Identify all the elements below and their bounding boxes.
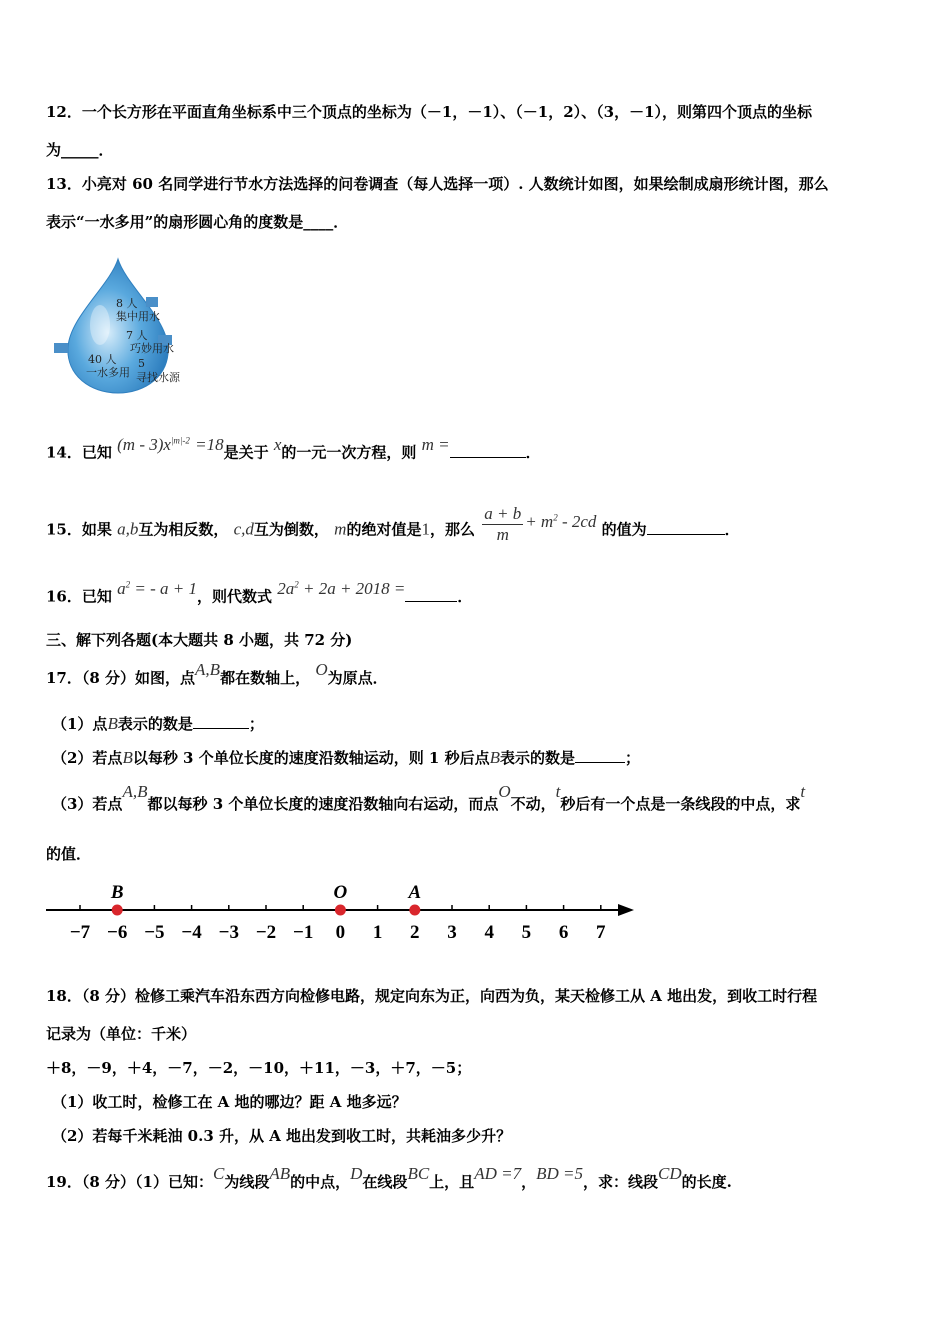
- q19-number: 19．（8 分）（1）已知：: [46, 1173, 213, 1191]
- point-label-o: O: [333, 882, 348, 903]
- label-5-people: 5: [138, 357, 145, 370]
- water-drop-figure: [50, 255, 190, 395]
- q14-text3: 的一元一次方程，则: [281, 443, 417, 462]
- q14-text2: 是关于: [223, 443, 269, 462]
- q16-line: [46, 578, 473, 607]
- label-7-people: 7 人: [126, 329, 148, 342]
- q19-expr-bd: BD =5: [536, 1164, 583, 1183]
- q15-line: [46, 504, 740, 551]
- q19-var-ab: AB: [269, 1164, 291, 1183]
- q15-text1: 如果: [81, 520, 112, 539]
- q19-var-d: D: [350, 1164, 363, 1183]
- q15-expr-rest: + $m^2 - 2cd$: [525, 511, 597, 531]
- q16-expr-ab: $a^2$ = - a + 1: [117, 578, 197, 598]
- answer-blank[interactable]: [647, 520, 725, 535]
- q17-line: [46, 660, 388, 688]
- q12-line1: 12．一个长方形在平面直角坐标系中三个顶点的坐标为（－1，－1）、（－1，2）、（3，－1），则第四个顶点的坐标: [46, 103, 813, 121]
- q17-var-b: B: [107, 714, 118, 733]
- q18-part1: （1）收工时，检修工在 A 地的哪边？距 A 地多远？: [52, 1093, 407, 1111]
- q12-line2: 为_____．: [46, 141, 114, 159]
- tick-label: 6: [558, 922, 569, 943]
- answer-blank[interactable]: [405, 587, 457, 602]
- q16-text2: ，则代数式: [196, 587, 272, 606]
- tick-label: −3: [218, 922, 239, 943]
- label-40-people: 40 人: [88, 353, 117, 366]
- tick-label: −6: [107, 922, 128, 943]
- tick-label: −5: [144, 922, 165, 943]
- tick-label: 2: [410, 922, 420, 943]
- q15-fraction: $\frac{a + b}{m}$: [484, 504, 522, 544]
- q14-expr-b: =18: [195, 434, 224, 454]
- q17-number: 17．（8 分）如图，点: [46, 669, 196, 687]
- label-jizhong: 集中用水: [116, 310, 160, 323]
- q16-end: ．: [457, 587, 473, 606]
- tick-label: 7: [596, 922, 606, 943]
- tick-label: −7: [69, 922, 91, 943]
- q15-text3: 互为倒数，: [253, 520, 329, 539]
- faucet-icon: [54, 343, 68, 353]
- q15-number: 15．: [46, 520, 82, 539]
- q19-var-cd: CD: [658, 1164, 682, 1183]
- q18-line1: 18．（8 分）检修工乘汽车沿东西方向检修电路，规定向东为正，向西为负，某天检修工从 A 地出发，到收工时行程: [46, 987, 818, 1005]
- answer-blank[interactable]: [575, 748, 625, 763]
- q17-text1: 都在数轴上，: [220, 669, 311, 687]
- q17-var-t: t: [555, 782, 561, 801]
- faucet-icon: [146, 297, 158, 307]
- q15-text4: 的绝对值是: [346, 520, 422, 539]
- q17-var-b: B: [122, 748, 133, 767]
- q14-end: ．: [525, 443, 541, 462]
- q15-var-ab: a,b: [117, 519, 139, 539]
- tick-label: 5: [521, 922, 532, 943]
- label-yishui: 一水多用: [86, 366, 130, 379]
- number-line: [44, 872, 644, 952]
- q19-var-c: C: [212, 1164, 225, 1183]
- q17-part3: （3）若点A,B都以每秒 3 个单位长度的速度沿数轴向右运动，而点O不动，t秒后有一个点是一条线段的中点，求t: [52, 782, 806, 813]
- tick-label: −2: [255, 922, 277, 943]
- label-xunzhao: 寻找水源: [136, 371, 180, 384]
- point-o: [335, 905, 346, 916]
- q17-text2: 为原点．: [327, 669, 388, 687]
- label-qiaomiao: 巧妙用水: [130, 342, 174, 355]
- q15-var-m: m: [334, 519, 347, 539]
- tick-label: −1: [293, 922, 314, 943]
- q17-var-o: O: [498, 782, 511, 801]
- q13-line2: 表示“一水多用”的扇形圆心角的度数是____．: [46, 213, 349, 231]
- q16-text1: 已知: [81, 587, 112, 606]
- q14-expr-a: $(m - 3)x^{|m|-2}$: [117, 434, 190, 454]
- label-8-people: 8 人: [116, 297, 138, 310]
- q18-line2: 记录为（单位：千米）: [46, 1025, 197, 1043]
- axis-arrow-icon: [618, 904, 634, 916]
- q14-number: 14．: [46, 443, 82, 462]
- q14-text1: 已知: [81, 443, 112, 462]
- q16-expr-cd: $2a^2 + 2a + 2018$ =: [277, 578, 406, 598]
- answer-blank[interactable]: [450, 443, 526, 458]
- q16-number: 16．: [46, 587, 82, 606]
- q17-var-ab: A,B: [122, 782, 148, 801]
- q17-var-b: B: [489, 748, 500, 767]
- q15-var-cd: c,d: [233, 519, 254, 539]
- q15-value-1: 1: [421, 519, 430, 539]
- q19-line: 19．（8 分）（1）已知：C为线段AB的中点，D在线段BC上，且AD =7，BD =5，求：线段CD的长度.: [46, 1164, 732, 1191]
- q15-end: ．: [724, 520, 740, 539]
- point-label-b: B: [110, 882, 124, 903]
- q17-var-t: t: [800, 782, 806, 801]
- tick-label: 1: [372, 922, 383, 943]
- q18-part2: （2）若每千米耗油 0.3 升，从 A 地出发到收工时，共耗油多少升？: [52, 1127, 512, 1145]
- q14-var-x: x: [273, 434, 282, 454]
- q13-line1: 13．小亮对 60 名同学进行节水方法选择的问卷调查（每人选择一项）. 人数统计如图，如果绘制成扇形统计图，那么: [46, 175, 829, 193]
- q17-part1: （1）点B表示的数是 ；: [52, 714, 264, 733]
- tick-label: 0: [335, 922, 346, 943]
- q19-var-bc: BC: [407, 1164, 430, 1183]
- q15-text2: 互为相反数，: [138, 520, 229, 539]
- q17-part2: （2）若点B以每秒 3 个单位长度的速度沿数轴运动，则 1 秒后点B表示的数是 ；: [52, 748, 641, 767]
- q15-text6: 的值为: [601, 520, 647, 539]
- point-a: [409, 905, 420, 916]
- q14-line: [46, 434, 541, 463]
- tick-label: 4: [484, 922, 494, 943]
- q18-line3: ＋8，－9，＋4，－7，－2，－10，＋11，－3，＋7，－5；: [46, 1059, 472, 1077]
- q19-expr-ad: AD =7: [474, 1164, 522, 1183]
- tick-label: −4: [181, 922, 202, 943]
- answer-blank[interactable]: [193, 714, 249, 729]
- q15-text5: ，那么: [429, 520, 475, 539]
- point-label-a: A: [408, 882, 422, 903]
- section-3-heading: 三、解下列各题(本大题共 8 小题，共 72 分): [46, 631, 353, 649]
- q14-expr-c: m =: [421, 434, 450, 454]
- tick-label: 3: [447, 922, 457, 943]
- q17-var-ab: A,B: [195, 660, 221, 679]
- point-b: [112, 905, 123, 916]
- q17-part3-cont: 的值．: [46, 845, 92, 863]
- q17-var-o: O: [315, 660, 328, 679]
